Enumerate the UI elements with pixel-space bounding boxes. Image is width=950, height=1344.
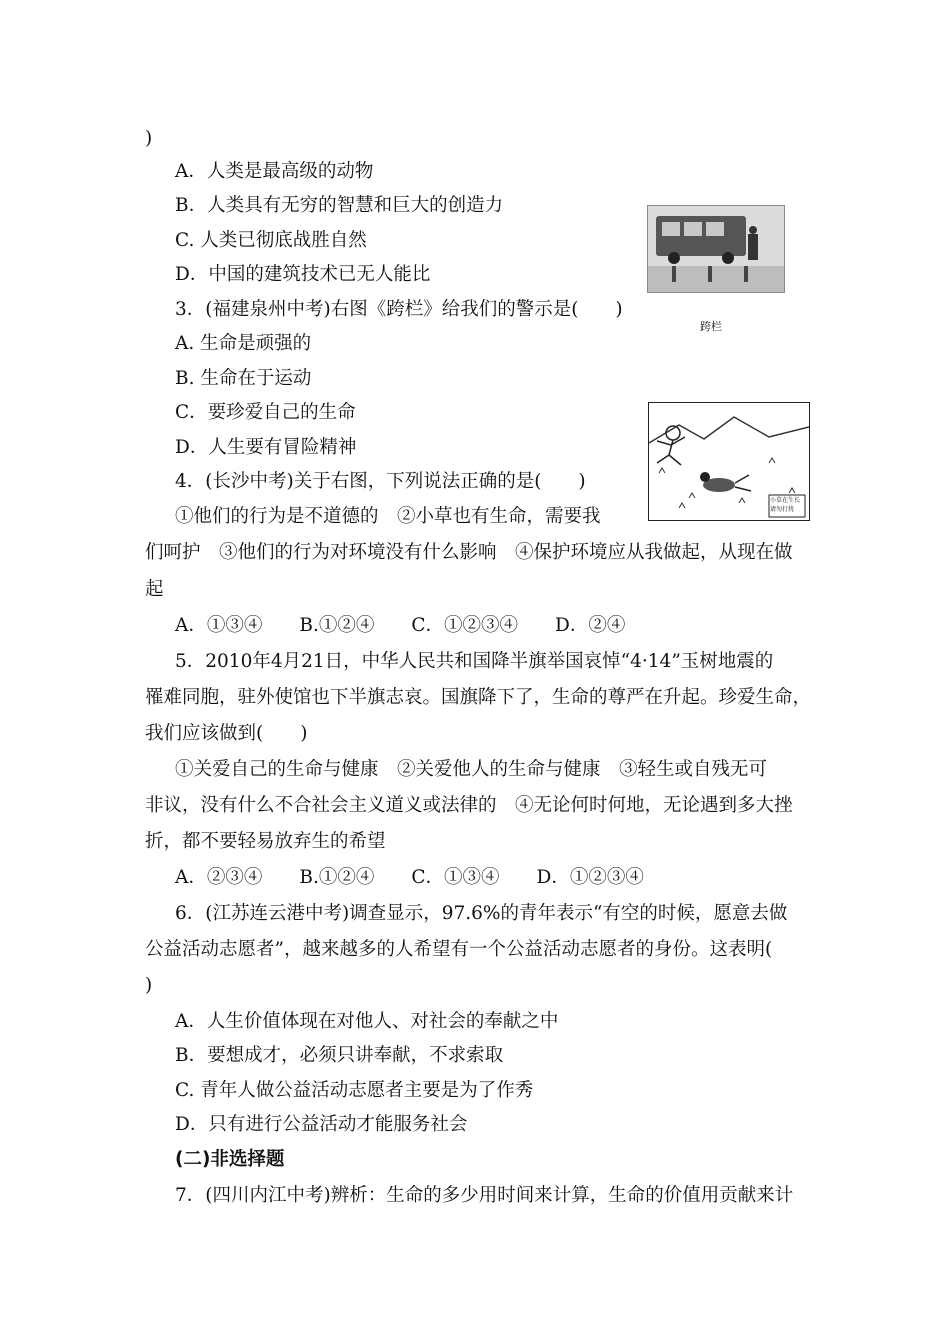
hurdle-photo [647,205,785,293]
option-c: C. 人类已彻底战胜自然 [175,230,367,251]
q4-statements-3: 起 [145,579,164,600]
q4-statements-2: 们呵护 ③他们的行为对环境没有什么影响 ④保护环境应从我做起，从现在做 [145,542,793,563]
question-5-line-1: 5．2010年4月21日，中华人民共和国降半旗举国哀悼“4·14”玉树地震的 [175,651,774,672]
section-heading: (二)非选择题 [175,1149,285,1170]
q5-statements-3: 折，都不要轻易放弃生的希望 [145,831,386,852]
q4-statements-1: ①他们的行为是不道德的 ②小草也有生命，需要我 [175,506,601,527]
question-7: 7．(四川内江中考)辨析：生命的多少用时间来计算，生命的价值用贡献来计 [175,1185,794,1206]
q6-option-d: D．只有进行公益活动才能服务社会 [175,1114,468,1135]
q4-options: A．①③④ B.①②④ C．①②③④ D．②④ [175,615,626,636]
grass-cartoon [648,402,810,521]
question-6-line-2: 公益活动志愿者”，越来越多的人希望有一个公益活动志愿者的身份。这表明( [145,939,773,960]
q3-option-c: C．要珍爱自己的生命 [175,402,356,423]
q5-options: A．②③④ B.①②④ C．①③④ D．①②③④ [175,867,644,888]
question-5-line-3: 我们应该做到( ) [145,723,308,744]
hurdle-illustration [648,206,784,292]
q5-statements-1: ①关爱自己的生命与健康 ②关爱他人的生命与健康 ③轻生或自残无可 [175,759,768,780]
q6-option-c: C. 青年人做公益活动志愿者主要是为了作秀 [175,1080,534,1101]
q3-option-d: D．人生要有冒险精神 [175,437,357,458]
hurdle-caption: 跨栏 [700,320,722,333]
q6-option-b: B．要想成才，必须只讲奉献，不求索取 [175,1045,504,1066]
q5-statements-2: 非议，没有什么不合社会主义道义或法律的 ④无论何时何地，无论遇到多大挫 [145,795,793,816]
option-b: B．人类具有无穷的智慧和巨大的创造力 [175,195,504,216]
question-4: 4．(长沙中考)关于右图，下列说法正确的是( ) [175,471,586,492]
option-a: A．人类是最高级的动物 [175,161,374,182]
question-6-line-1: 6．(江苏连云港中考)调查显示，97.6%的青年表示“有空的时候，愿意去做 [175,903,788,924]
option-d: D．中国的建筑技术已无人能比 [175,264,431,285]
q6-option-a: A．人生价值体现在对他人、对社会的奉献之中 [175,1011,559,1032]
text-line-1: ) [145,128,153,149]
question-3: 3．(福建泉州中考)右图《跨栏》给我们的警示是( ) [175,299,623,320]
q3-option-b: B. 生命在于运动 [175,368,312,389]
q3-option-a: A. 生命是顽强的 [175,333,312,354]
grass-sign: 小草在生长 请勿打扰 [770,497,801,513]
question-6-line-3: ) [145,975,153,996]
question-5-line-2: 罹难同胞，驻外使馆也下半旗志哀。国旗降下了，生命的尊严在升起。珍爱生命， [145,687,812,708]
